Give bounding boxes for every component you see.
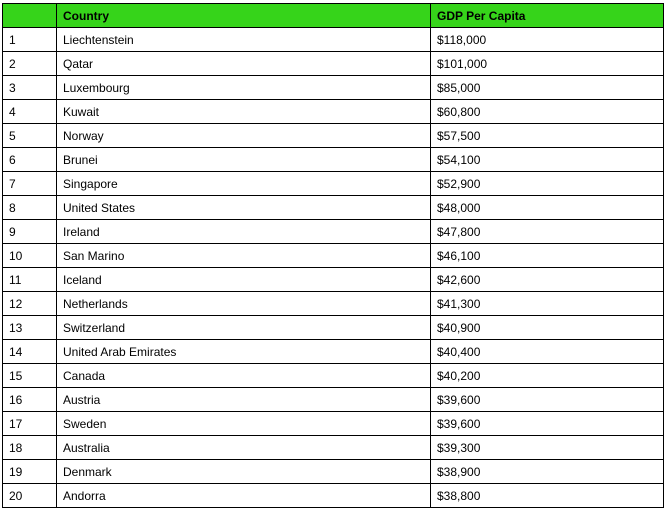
gdp-cell: $57,500 (431, 124, 664, 148)
gdp-cell: $47,800 (431, 220, 664, 244)
country-cell: Singapore (57, 172, 431, 196)
table-header (3, 4, 664, 28)
gdp-cell: $101,000 (431, 52, 664, 76)
rank-cell: 11 (3, 268, 57, 292)
table-row (3, 412, 664, 436)
country-column-header: Country (57, 4, 431, 28)
table-row (3, 316, 664, 340)
rank-cell: 20 (3, 484, 57, 508)
country-cell: Switzerland (57, 316, 431, 340)
country-cell: Austria (57, 388, 431, 412)
rank-cell: 1 (3, 28, 57, 52)
country-cell: Kuwait (57, 100, 431, 124)
table-row (3, 100, 664, 124)
rank-cell: 15 (3, 364, 57, 388)
rank-cell: 16 (3, 388, 57, 412)
gdp-column-header: GDP Per Capita (431, 4, 664, 28)
gdp-cell: $54,100 (431, 148, 664, 172)
gdp-cell: $40,400 (431, 340, 664, 364)
table-row (3, 196, 664, 220)
rank-cell: 9 (3, 220, 57, 244)
rank-cell: 19 (3, 460, 57, 484)
rank-cell: 5 (3, 124, 57, 148)
rank-cell: 12 (3, 292, 57, 316)
country-cell: Brunei (57, 148, 431, 172)
gdp-table-container (2, 3, 663, 508)
country-cell: Andorra (57, 484, 431, 508)
rank-cell: 18 (3, 436, 57, 460)
gdp-cell: $40,900 (431, 316, 664, 340)
country-cell: Netherlands (57, 292, 431, 316)
country-cell: Denmark (57, 460, 431, 484)
table-row (3, 460, 664, 484)
table-row (3, 244, 664, 268)
table-row (3, 220, 664, 244)
country-cell: Canada (57, 364, 431, 388)
country-cell: Australia (57, 436, 431, 460)
country-cell: Liechtenstein (57, 28, 431, 52)
header-row (3, 4, 664, 28)
country-cell: United States (57, 196, 431, 220)
gdp-cell: $42,600 (431, 268, 664, 292)
table-row (3, 292, 664, 316)
table-row (3, 172, 664, 196)
rank-cell: 8 (3, 196, 57, 220)
gdp-cell: $39,300 (431, 436, 664, 460)
table-body (3, 28, 664, 508)
country-cell: Iceland (57, 268, 431, 292)
rank-cell: 4 (3, 100, 57, 124)
rank-cell: 3 (3, 76, 57, 100)
country-cell: Ireland (57, 220, 431, 244)
gdp-cell: $60,800 (431, 100, 664, 124)
table-row (3, 52, 664, 76)
gdp-cell: $48,000 (431, 196, 664, 220)
gdp-cell: $46,100 (431, 244, 664, 268)
table-row (3, 484, 664, 508)
gdp-cell: $41,300 (431, 292, 664, 316)
country-cell: Luxembourg (57, 76, 431, 100)
gdp-cell: $38,800 (431, 484, 664, 508)
gdp-cell: $38,900 (431, 460, 664, 484)
rank-cell: 6 (3, 148, 57, 172)
country-cell: United Arab Emirates (57, 340, 431, 364)
gdp-per-capita-table (2, 3, 664, 508)
country-cell: San Marino (57, 244, 431, 268)
table-row (3, 364, 664, 388)
rank-cell: 14 (3, 340, 57, 364)
gdp-cell: $85,000 (431, 76, 664, 100)
table-row (3, 340, 664, 364)
gdp-cell: $40,200 (431, 364, 664, 388)
rank-cell: 17 (3, 412, 57, 436)
table-row (3, 124, 664, 148)
table-row (3, 388, 664, 412)
country-cell: Qatar (57, 52, 431, 76)
rank-cell: 10 (3, 244, 57, 268)
gdp-cell: $39,600 (431, 388, 664, 412)
table-row (3, 148, 664, 172)
rank-cell: 13 (3, 316, 57, 340)
table-row (3, 76, 664, 100)
country-cell: Norway (57, 124, 431, 148)
rank-column-header (3, 4, 57, 28)
table-row (3, 268, 664, 292)
rank-cell: 2 (3, 52, 57, 76)
gdp-cell: $52,900 (431, 172, 664, 196)
table-row (3, 28, 664, 52)
table-row (3, 436, 664, 460)
country-cell: Sweden (57, 412, 431, 436)
gdp-cell: $39,600 (431, 412, 664, 436)
rank-cell: 7 (3, 172, 57, 196)
gdp-cell: $118,000 (431, 28, 664, 52)
